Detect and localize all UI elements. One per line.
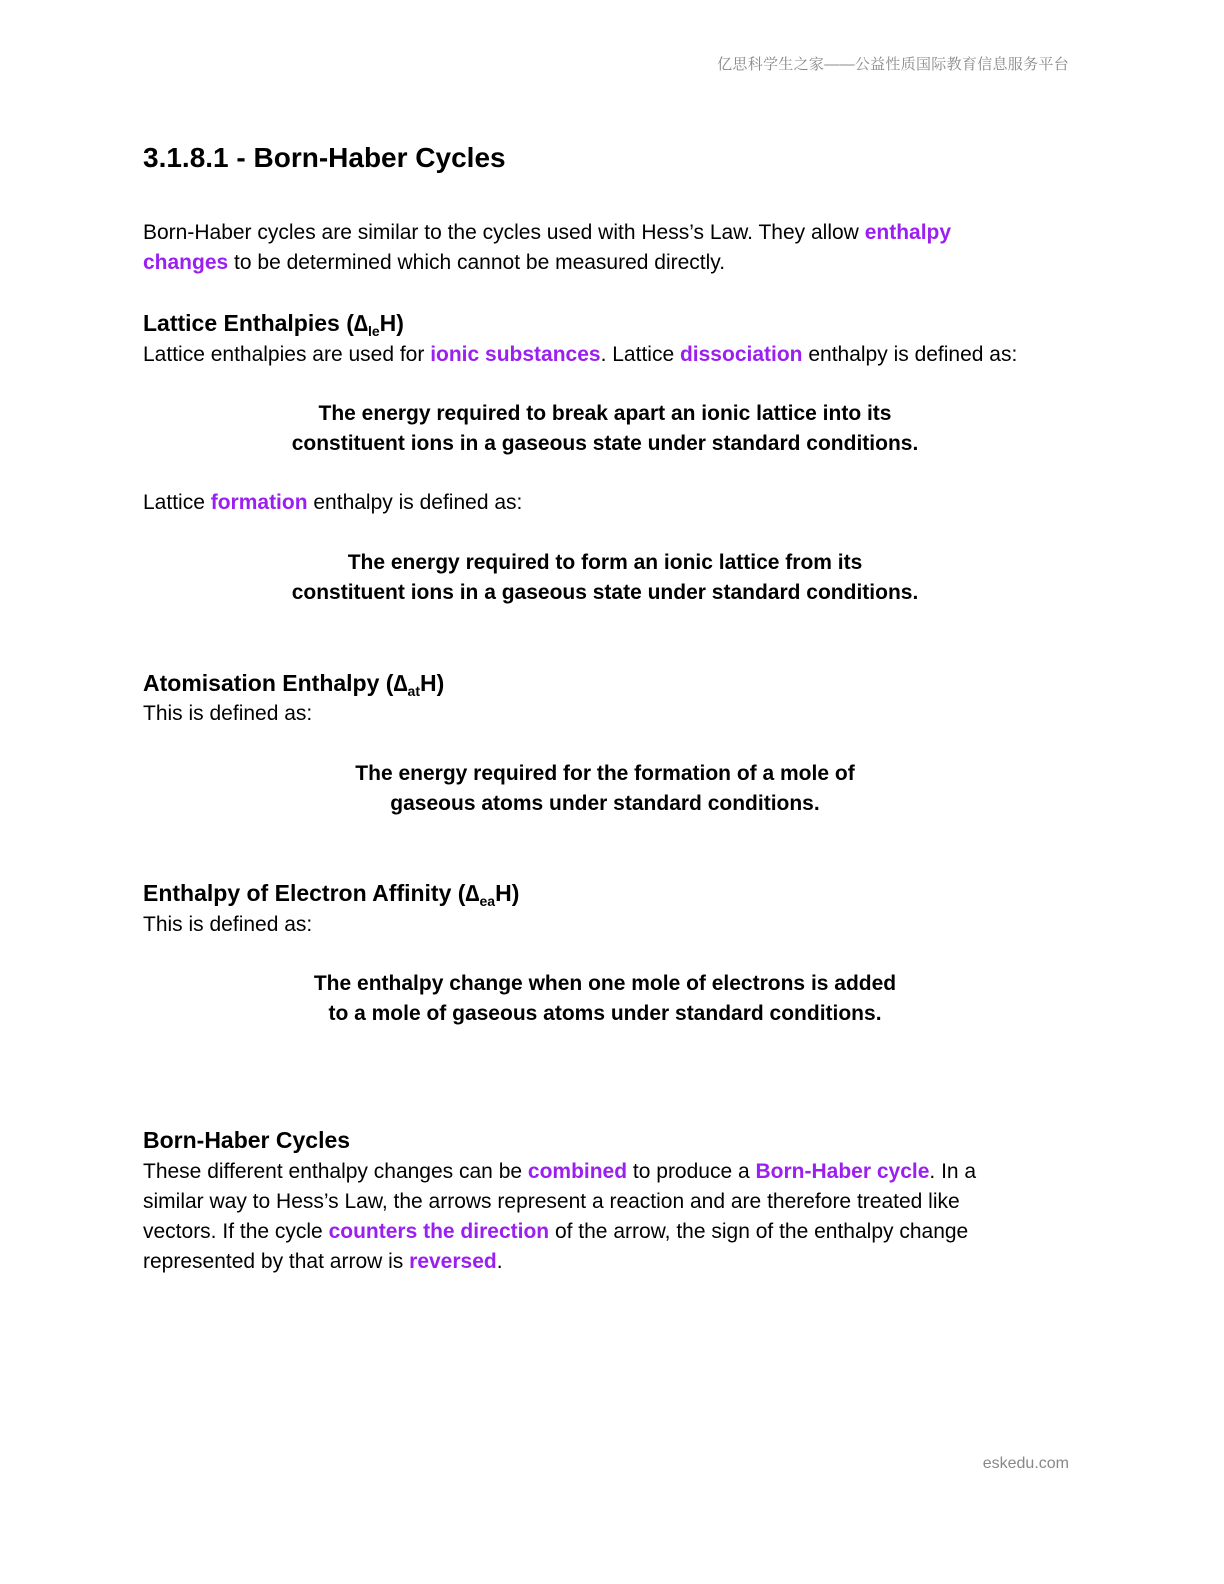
electron-affinity-heading [143,878,519,908]
lattice-highlight-ionic-substances: ionic substances [430,343,601,366]
born-haber-text-4: of the arrow, the sign of the enthalpy change represented by that arrow is [143,1220,969,1273]
lattice-highlight-formation: formation [210,491,308,514]
lattice-text-3: enthalpy is defined as: [802,343,1018,366]
lattice-text-2: . Lattice [600,343,680,366]
lattice-dissociation-def-line-2: constituent ions in a gaseous state under standard conditions. [291,432,919,455]
born-haber-paragraph [143,1157,1023,1277]
footer-site: eskedu.com [982,1455,1069,1472]
atomisation-paragraph: This is defined as: [143,702,313,725]
born-haber-text-5: . [496,1250,503,1273]
lattice-formation-definition [143,548,1067,608]
lattice-formation-text-2: enthalpy is defined as: [307,491,523,514]
lattice-dissociation-definition [143,399,1067,459]
intro-paragraph [143,218,1003,278]
lattice-heading-pre: Lattice Enthalpies (∆ [143,310,368,336]
atomisation-def-line-2: gaseous atoms under standard conditions. [390,792,820,815]
electron-affinity-heading-pre: Enthalpy of Electron Affinity (∆ [143,880,480,906]
electron-affinity-def-line-2: to a mole of gaseous atoms under standard conditions. [328,1002,882,1025]
electron-affinity-heading-post: H) [495,880,520,906]
lattice-formation-def-line-1: The energy required to form an ionic lattice from its [347,551,863,574]
page-title: 3.1.8.1 - Born-Haber Cycles [143,142,506,173]
born-haber-heading: Born-Haber Cycles [143,1127,351,1153]
intro-text-1: Born-Haber cycles are similar to the cycles used with Hess’s Law. They allow [143,221,865,244]
electron-affinity-paragraph: This is defined as: [143,913,313,936]
electron-affinity-def-line-1: The enthalpy change when one mole of electrons is added [313,972,897,995]
atomisation-heading-pre: Atomisation Enthalpy (∆ [143,670,408,696]
born-haber-text-2: to produce a [627,1160,756,1183]
lattice-heading-sub: le [367,323,380,339]
intro-highlight-enthalpy-changes: enthalpy changes [143,221,952,274]
born-haber-text-1: These different enthalpy changes can be [143,1160,528,1183]
atomisation-heading [143,668,444,698]
lattice-formation-def-line-2: constituent ions in a gaseous state under standard conditions. [291,581,919,604]
lattice-paragraph [143,340,1083,370]
electron-affinity-heading-sub: ea [479,893,496,909]
atomisation-def-line-1: The energy required for the formation of a mole of [355,762,855,785]
header-site-note: 亿思科学生之家——公益性质国际教育信息服务平台 [717,56,1069,73]
intro-text-2: to be determined which cannot be measured directly. [228,251,726,274]
born-haber-highlight-reversed: reversed [409,1250,497,1273]
born-haber-highlight-combined: combined [527,1160,628,1183]
atomisation-heading-sub: at [407,683,420,699]
lattice-dissociation-def-line-1: The energy required to break apart an ionic lattice into its [318,402,892,425]
born-haber-text-3: . In a similar way to Hess’s Law, the arrows represent a reaction and are therefore treated like vectors. If the cycle [143,1160,977,1243]
born-haber-highlight-counters-direction: counters the direction [328,1220,550,1243]
electron-affinity-definition [143,969,1067,1029]
lattice-heading [143,308,404,338]
atomisation-definition [143,759,1067,819]
born-haber-highlight-born-haber-cycle: Born-Haber cycle [755,1160,930,1183]
lattice-formation-paragraph [143,488,522,518]
lattice-text-1: Lattice enthalpies are used for [143,343,431,366]
lattice-highlight-dissociation: dissociation [679,343,803,366]
lattice-formation-text-1: Lattice [143,491,211,514]
lattice-heading-post: H) [379,310,404,336]
atomisation-heading-post: H) [419,670,445,696]
